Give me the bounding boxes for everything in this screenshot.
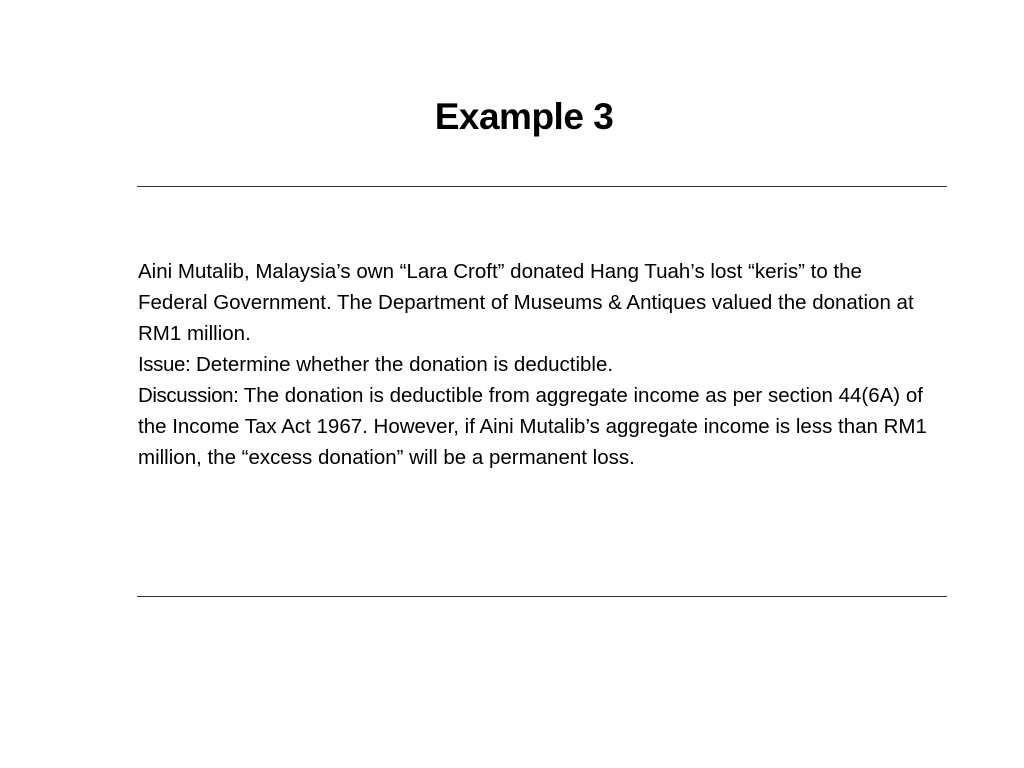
bottom-divider [137,596,947,597]
discussion-text: The donation is deductible from aggregate income as per section 44(6A) of the Income Tax Act 1967. However, if Aini Mutalib’s aggregate income is less than RM1 million, the “excess donation” will be a permanent loss. [138,384,927,469]
issue-label: Issue: [138,353,191,376]
slide-title: Example 3 [434,96,614,137]
intro-text: Aini Mutalib, Malaysia’s own “Lara Croft” donated Hang Tuah’s lost “keris” to the Federal Government. The Department of Museums & Antiques valued the donation at RM1 million. [138,260,914,345]
discussion-paragraph [138,380,928,473]
issue-text: Determine whether the donation is deductible. [190,353,614,376]
issue-paragraph [138,349,928,380]
intro-paragraph [138,256,928,349]
slide-body [138,256,928,473]
top-divider [137,186,947,187]
discussion-label: Discussion: [138,384,239,407]
